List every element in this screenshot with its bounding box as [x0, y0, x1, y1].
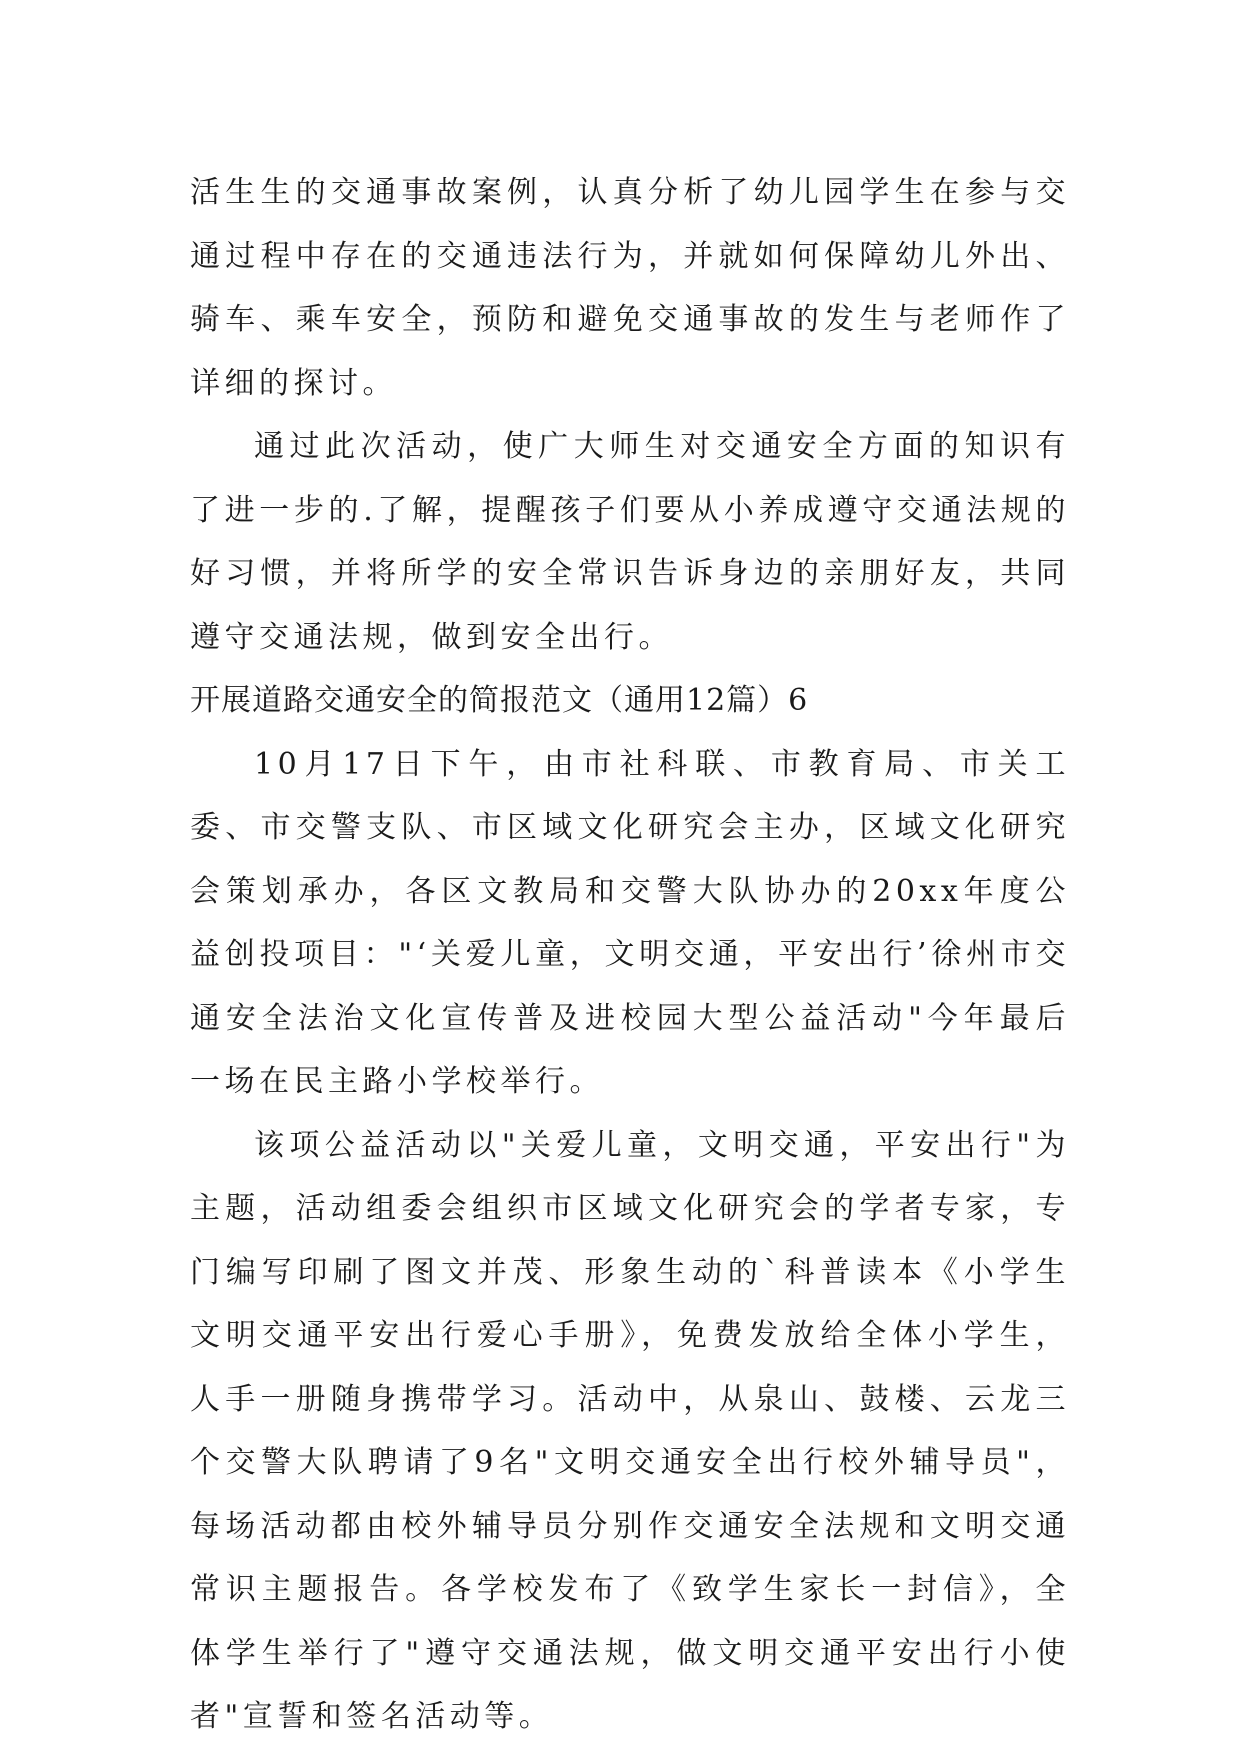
paragraph-event-intro: 10月17日下午，由市社科联、市教育局、市关工委、市交警支队、市区域文化研究会主办，区域文化研究会策划承办，各区文教局和交警大队协办的20xx年度公益创投项目："‘关爱儿童，文明交通，平安出行’徐州市交通安全法治文化宣传普及进校园大型公益活动"今年最后一场在民主路小学校举行。 [190, 746, 1070, 1099]
paragraph-continuation: 活生生的交通事故案例，认真分析了幼儿园学生在参与交通过程中存在的交通违法行为，并就如何保障幼儿外出、骑车、乘车安全，预防和避免交通事故的发生与老师作了详细的探讨。 [190, 175, 1070, 401]
section-heading: 开展道路交通安全的简报范文（通用12篇）6 [190, 683, 809, 718]
document-body [190, 161, 1070, 1749]
paragraph-event-details: 该项公益活动以"关爱儿童，文明交通，平安出行"为主题，活动组委会组织市区域文化研究会的学者专家，专门编写印刷了图文并茂、形象生动的`科普读本《小学生文明交通平安出行爱心手册》，免费发放给全体小学生，人手一册随身携带学习。活动中，从泉山、鼓楼、云龙三个交警大队聘请了9名"文明交通安全出行校外辅导员"，每场活动都由校外辅导员分别作交通安全法规和文明交通常识主题报告。各学校发布了《致学生家长一封信》，全体学生举行了"遵守交通法规，做文明交通平安出行小使者"宣誓和签名活动等。 [190, 1127, 1070, 1734]
paragraph-activity-summary: 通过此次活动，使广大师生对交通安全方面的知识有了进一步的.了解，提醒孩子们要从小养成遵守交通法规的好习惯，并将所学的安全常识告诉身边的亲朋好友，共同遵守交通法规，做到安全出行。 [190, 429, 1070, 655]
